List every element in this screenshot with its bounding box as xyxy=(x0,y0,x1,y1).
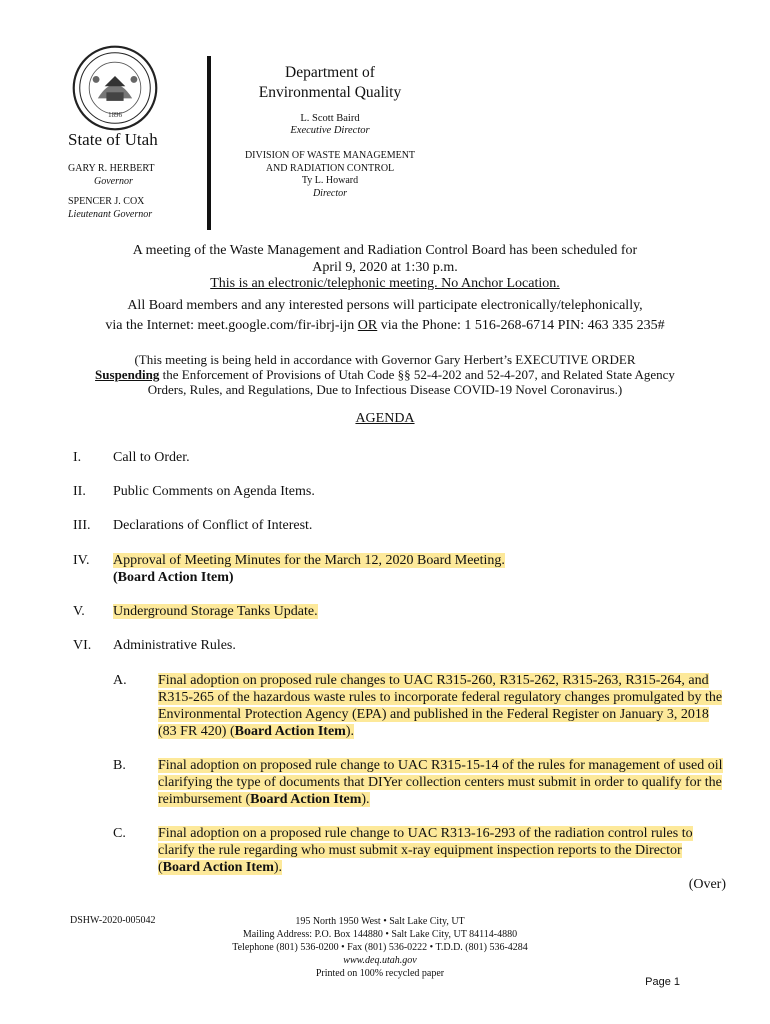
item-text: Call to Order. xyxy=(113,450,190,465)
executive-order-note xyxy=(30,352,740,397)
meeting-notice xyxy=(30,243,740,293)
lt-governor-name: SPENCER J. COX xyxy=(68,196,145,207)
subitem-body: Final adoption on proposed rule changes to UAC R315-260, R315-262, R315-263, R315-264, and R315-265 of the hazardous waste rules to incorporate federal regulatory changes promulgated by the Environmental Protection Agency (EPA) and published in the Federal Register on January 3, 2018 (83 FR 420) ( xyxy=(158,673,723,739)
item-number: VI. xyxy=(73,638,92,653)
item-number: III. xyxy=(73,518,91,533)
subitem-letter: A. xyxy=(113,673,127,688)
item-text: Declarations of Conflict of Interest. xyxy=(113,518,313,533)
notice-connection xyxy=(30,316,740,336)
item-text xyxy=(113,552,505,586)
director-name: Ty L. Howard xyxy=(301,175,359,186)
order-line1: (This meeting is being held in accordance with Governor Gary Herbert’s EXECUTIVE ORDER xyxy=(134,352,636,367)
highlighted-text: Approval of Meeting Minutes for the March 12, 2020 Board Meeting. xyxy=(113,553,505,568)
utah-state-seal-icon xyxy=(72,45,158,131)
notice-line1: A meeting of the Waste Management and Radiation Control Board has been scheduled for xyxy=(132,243,638,258)
notice-participation: All Board members and any interested persons will participate electronically/telephonically, xyxy=(127,298,643,313)
item-number: V. xyxy=(73,604,85,619)
footer-address-block xyxy=(230,915,530,980)
department-name xyxy=(240,63,420,103)
division-line2: AND RADIATION CONTROL xyxy=(265,162,395,174)
subitem-body: Final adoption on a proposed rule change to UAC R313-16-293 of the radiation control rules to clarify the rule regarding who must submit x-ray equipment inspection reports to the Director ( xyxy=(158,826,693,875)
exec-director-name: L. Scott Baird xyxy=(300,113,360,124)
department-line2: Environmental Quality xyxy=(258,84,402,101)
item-text: Administrative Rules. xyxy=(113,638,236,653)
suspending-text: Suspending xyxy=(95,367,160,382)
item-text: Public Comments on Agenda Items. xyxy=(113,484,315,499)
footer-address: 195 North 1950 West • Salt Lake City, UT xyxy=(295,916,465,927)
footer-website-link[interactable]: www.deq.utah.gov xyxy=(343,955,417,966)
item-text xyxy=(113,603,318,620)
lt-governor-title: Lieutenant Governor xyxy=(68,208,153,220)
board-action-label: (Board Action Item) xyxy=(113,570,234,585)
governor-name: GARY R. HERBERT xyxy=(68,163,155,174)
subitem-body: Final adoption on proposed rule change to UAC R315-15-14 of the rules for management of used oil clarifying the type of documents that DIYer collection centers must submit in order to qualify for the reimbursement ( xyxy=(158,758,723,807)
internet-link-text[interactable]: via the Internet: meet.google.com/fir-ibrj-ijn xyxy=(105,318,358,333)
subitem-end: ). xyxy=(273,860,283,875)
exec-director-title: Executive Director xyxy=(290,125,370,136)
subitem-text xyxy=(158,757,723,808)
footer-recycled: Printed on 100% recycled paper xyxy=(315,968,445,979)
director-title: Director xyxy=(312,187,348,199)
svg-text:1896: 1896 xyxy=(108,112,122,120)
agenda-title: AGENDA xyxy=(355,411,415,426)
division-line1: DIVISION OF WASTE MANAGEMENT xyxy=(244,150,416,161)
document-number: DSHW-2020-005042 xyxy=(70,915,156,926)
meeting-access xyxy=(30,296,740,336)
item-number: IV. xyxy=(73,553,90,568)
executive-director xyxy=(240,113,420,137)
division-block xyxy=(230,150,430,200)
item-number: II. xyxy=(73,484,86,499)
footer-mailing: Mailing Address: P.O. Box 144880 • Salt Lake City, UT 84114-4880 xyxy=(242,929,518,940)
over-note: (Over) xyxy=(688,877,726,892)
state-name: State of Utah xyxy=(68,130,158,149)
board-action-label: Board Action Item xyxy=(162,860,274,875)
subitem-text xyxy=(158,672,723,740)
page-number: Page 1 xyxy=(645,976,680,988)
subitem-end: ). xyxy=(361,792,370,807)
letterhead-divider xyxy=(207,56,211,230)
notice-date: April 9, 2020 at 1:30 p.m. xyxy=(312,259,458,275)
subitem-letter: C. xyxy=(113,826,126,841)
or-text: OR xyxy=(357,318,378,333)
state-officials xyxy=(68,163,155,221)
item-number: I. xyxy=(73,450,82,465)
order-line3: Orders, Rules, and Regulations, Due to Infectious Disease COVID-19 Novel Coronavirus.) xyxy=(147,382,623,397)
notice-electronic: This is an electronic/telephonic meeting. No Anchor Location. xyxy=(210,276,560,291)
board-action-label: Board Action Item xyxy=(234,724,346,739)
subitem-text xyxy=(158,825,723,876)
department-line1: Department of xyxy=(285,64,375,81)
phone-text: via the Phone: 1 516-268-6714 PIN: 463 335 235# xyxy=(377,318,665,333)
board-action-label: Board Action Item xyxy=(250,792,362,807)
order-line2 xyxy=(30,367,740,382)
subitem-end: ). xyxy=(345,724,355,739)
footer-phone: Telephone (801) 536-0200 • Fax (801) 536-0222 • T.D.D. (801) 536-4284 xyxy=(232,942,528,953)
governor-title: Governor xyxy=(94,175,133,187)
order-line2-rest: the Enforcement of Provisions of Utah Code §§ 52-4-202 and 52-4-207, and Related State Agency xyxy=(159,367,675,382)
highlighted-text: Underground Storage Tanks Update. xyxy=(113,604,318,619)
subitem-letter: B. xyxy=(113,758,126,773)
